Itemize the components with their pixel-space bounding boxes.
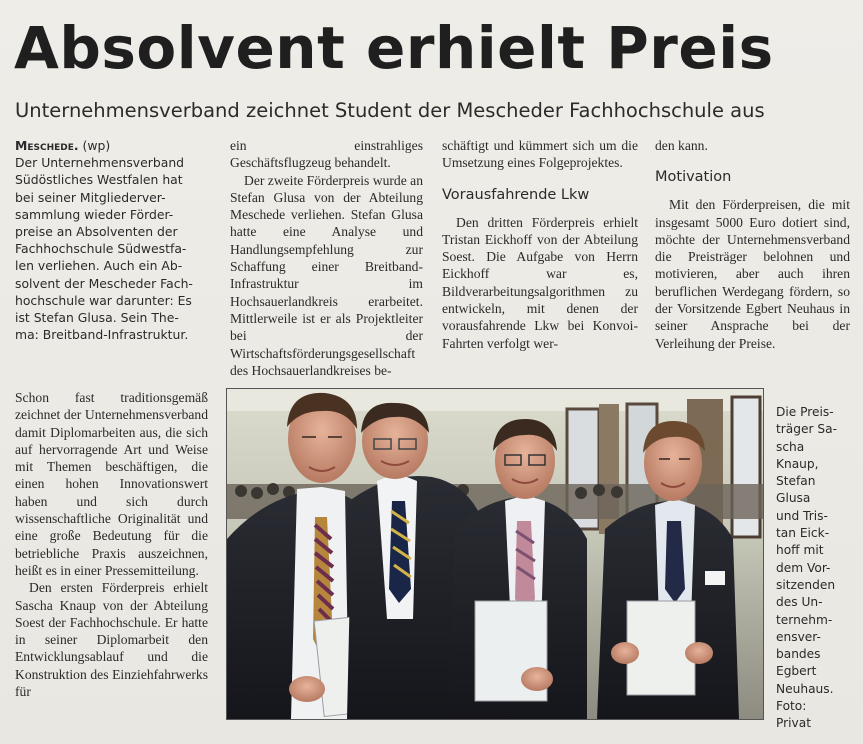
lead-line: Der Unternehmensverband xyxy=(15,155,185,171)
caption-line: Glusa xyxy=(776,491,811,506)
lead-line: Südöstliches Westfalen hat xyxy=(15,172,183,188)
lead-line: hochschule war darunter: Es xyxy=(15,292,192,308)
lead-line: len verliehen. Auch ein Ab- xyxy=(15,258,183,274)
caption-line: sitzenden xyxy=(776,577,836,592)
caption-line: Foto: xyxy=(776,699,807,714)
caption-line: Privat xyxy=(776,716,811,731)
lead-paragraph xyxy=(15,137,215,343)
award-photo-illustration xyxy=(227,389,763,719)
caption-line: träger Sa- xyxy=(776,422,837,437)
headline: Absolvent erhielt Preis xyxy=(14,14,774,82)
caption-line: ternehm- xyxy=(776,612,833,627)
body-paragraph: ein einstrahliges Geschäftsflugzeug behandelt. xyxy=(230,138,423,171)
award-photo xyxy=(226,388,764,720)
caption-line: bandes xyxy=(776,647,821,662)
caption-line: Knaup, xyxy=(776,456,819,471)
caption-line: Stefan xyxy=(776,474,816,489)
caption-line: hoff mit xyxy=(776,543,824,558)
body-paragraph: schäftigt und kümmert sich um die Umsetzung eines Folgeprojektes. xyxy=(442,138,638,171)
subheadline: Unternehmensverband zeichnet Student der Mescheder Fachhochschule aus xyxy=(15,99,765,122)
section-heading: Motivation xyxy=(655,169,732,186)
caption-line: ensver- xyxy=(776,629,821,644)
photo-caption xyxy=(776,404,854,733)
lead-line: bei seiner Mitgliederver- xyxy=(15,189,166,205)
column-4-body xyxy=(655,137,850,352)
body-paragraph: Schon fast traditionsgemäß zeichnet der Unternehmensverband damit Diplomarbeiten aus, die sich auf hervorragende Art und Weise mit Themen beschäftigen, die einen hohen Innovationswert haben und sich durch wissenschaftliche Originalität und eine große Bedeutung für die betriebliche Praxis auszeichnen, heißt es in einer Pressemitteilung. xyxy=(15,390,208,578)
body-paragraph: den kann. xyxy=(655,138,708,153)
column-2-body xyxy=(230,137,423,379)
body-paragraph: Mit den Förderpreisen, die mit insgesamt 5000 Euro dotiert sind, möchte der Unternehmensverband die Preisträger belohnen und motivieren, aber auch ihren beruflichen Werdegang fördern, so der Vorsitzende Egbert Neuhaus in seiner Ansprache bei der Verleihung der Preise. xyxy=(655,197,850,351)
lead-line: solvent der Mescheder Fach- xyxy=(15,275,193,291)
lead-line: sammlung wieder Förder- xyxy=(15,206,174,222)
lead-line: preise an Absolventen der xyxy=(15,224,178,240)
body-paragraph: Den dritten Förderpreis erhielt Tristan Eickhoff von der Abteilung Soest. Die Aufgabe von Herrn Eickhoff war es, Bildverarbeitungsalgorithmen zu entwickeln, mit denen der vorausfahrende Lkw bei Konvoi-Fahrten verfolgt wer- xyxy=(442,214,638,351)
caption-line: tan Eick- xyxy=(776,526,830,541)
lead-line: ma: Breitband-Infrastruktur. xyxy=(15,327,189,343)
lead-line: Fachhochschule Südwestfa- xyxy=(15,241,187,257)
body-paragraph: Den ersten Förderpreis erhielt Sascha Knaup von der Abteilung Soest der Fachhochschule. Er hatte in seiner Diplomarbeit den Entwicklungsablauf und die Konstruktion des Einziehfahrwerks für xyxy=(15,580,208,700)
column-1-body xyxy=(15,389,208,700)
caption-line: dem Vor- xyxy=(776,560,831,575)
column-3-body xyxy=(442,137,638,352)
lead-dateline-row xyxy=(15,137,215,154)
lead-line: ist Stefan Glusa. Sein The- xyxy=(15,310,179,326)
dateline: Meschede. xyxy=(15,138,79,153)
caption-line: und Tris- xyxy=(776,508,828,523)
caption-line: Die Preis- xyxy=(776,405,834,419)
caption-line: scha xyxy=(776,439,805,454)
section-heading: Vorausfahrende Lkw xyxy=(442,186,590,203)
agency-tag: (wp) xyxy=(82,138,111,153)
caption-line: Egbert xyxy=(776,664,817,679)
body-paragraph: Der zweite Förderpreis wurde an Stefan Glusa von der Abteilung Meschede verliehen. Stefan Glusa hatte eine Analyse und Handlungsempfehlung zur Schaffung einer Breitband-Infrastruktur im Hochsauerlandkreis erarbeitet. Mittlerweile ist er als Projektleiter bei der Wirtschaftsförderungsgesellschaft des Hochsauerlandkreises be- xyxy=(230,172,423,378)
caption-line: Neuhaus. xyxy=(776,681,834,696)
caption-line: des Un- xyxy=(776,595,823,610)
